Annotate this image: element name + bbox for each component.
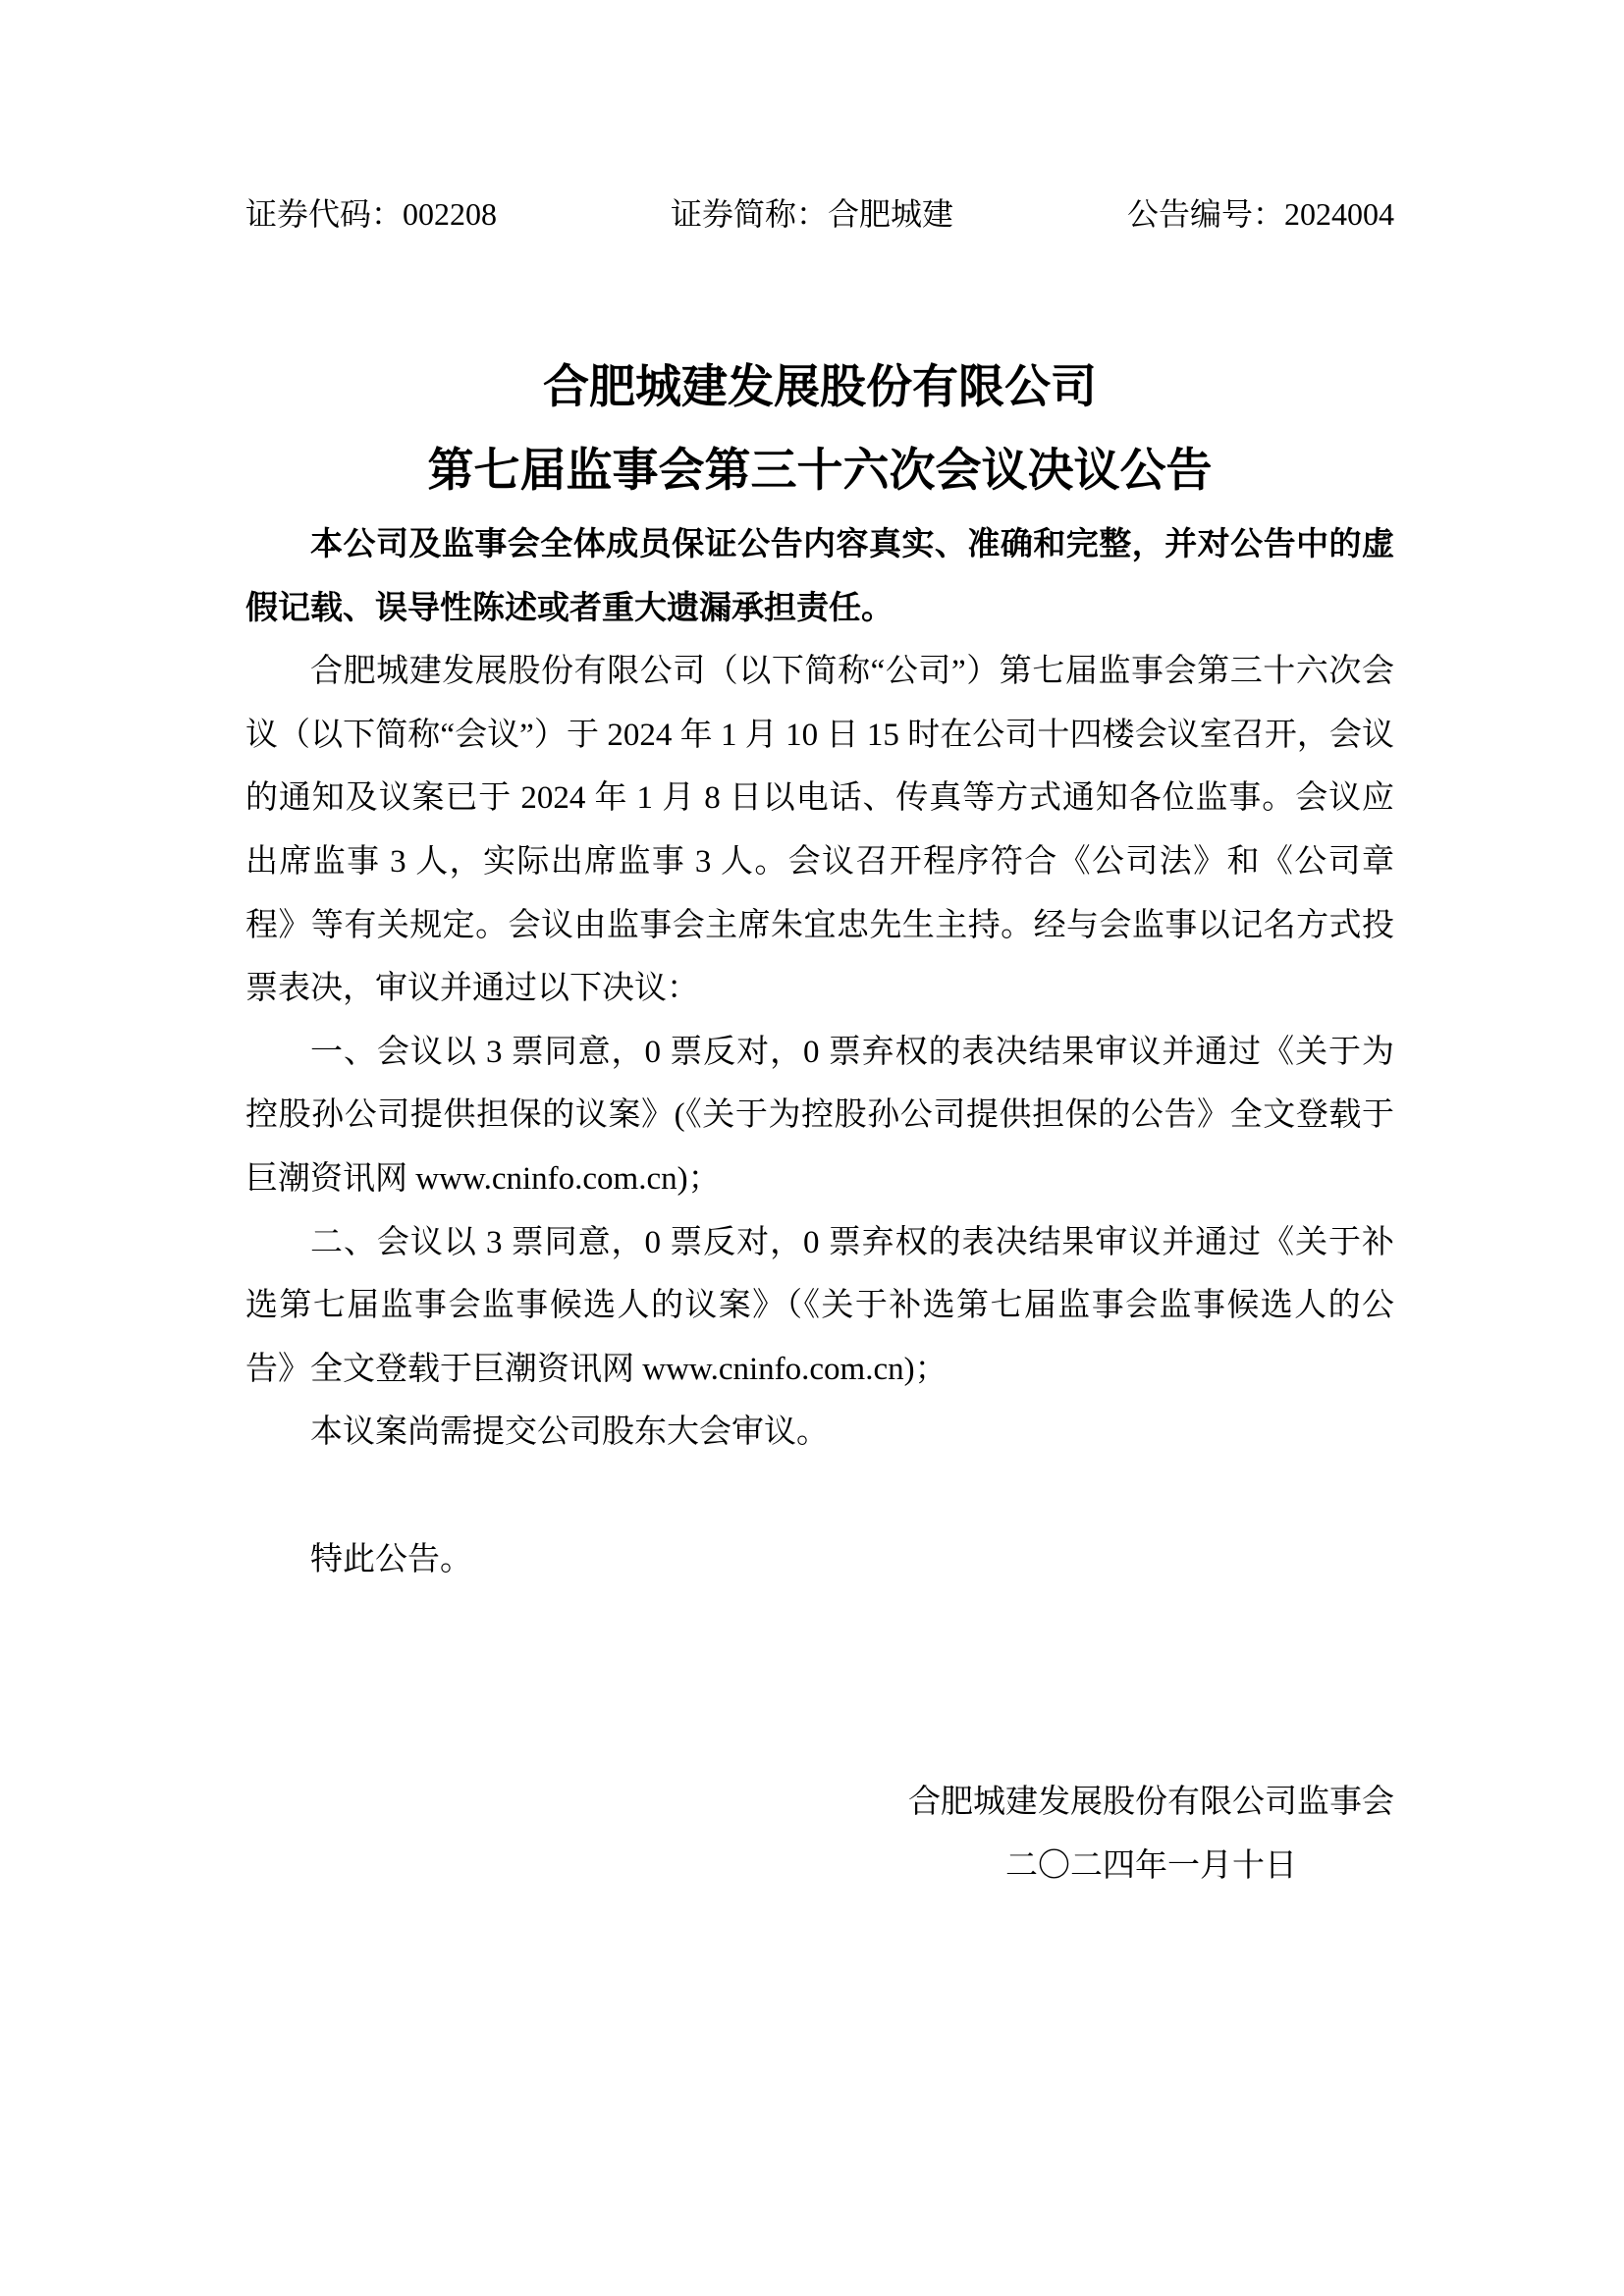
closing-statement: 特此公告。 — [310, 1541, 472, 1577]
document-title — [245, 347, 1394, 513]
meeting-resolution-title: 第七届监事会第三十六次会议决议公告 — [427, 446, 1213, 497]
document-header — [245, 191, 1394, 237]
meeting-overview-paragraph: 合肥城建发展股份有限公司（以下简称“公司”）第七届监事会第三十六次会议（以下简称“会议”）于 2024 年 1 月 10 日 15 时在公司十四楼会议室召开，会议的通知及议案已于 2024 年 1 月 8 日以电话、传真等方式通知各位监事。会议应出席监事 3 人，实际出席监事 3 人。会议召开程序符合《公司法》和《公司章程》等有关规定。会议由监事会主席朱宜忠先生主持。经与会监事以记名方式投票表决，审议并通过以下决议： — [245, 654, 1394, 1007]
shareholder-meeting-note: 本议案尚需提交公司股东大会审议。 — [310, 1415, 829, 1451]
stock-abbr: 证券简称：合肥城建 — [670, 196, 953, 232]
stock-code: 证券代码：002208 — [245, 196, 498, 232]
company-name-title: 合肥城建发展股份有限公司 — [543, 362, 1097, 413]
resolution-2-paragraph: 二、会议以 3 票同意，0 票反对，0 票弃权的表决结果审议并通过《关于补选第七届监事会监事候选人的议案》（《关于补选第七届监事会监事候选人的公告》全文登载于巨潮资讯网 www.cninfo.com.cn)； — [245, 1224, 1394, 1387]
announcement-number: 公告编号：2024004 — [1126, 196, 1394, 232]
integrity-declaration: 本公司及监事会全体成员保证公告内容真实、准确和完整，并对公告中的虚假记载、误导性陈述或者重大遗漏承担责任。 — [245, 527, 1394, 626]
resolution-1-paragraph: 一、会议以 3 票同意，0 票反对，0 票弃权的表决结果审议并通过《关于为控股孙公司提供担保的议案》(《关于为控股孙公司提供担保的公告》全文登载于巨潮资讯网 www.cninfo.com.cn)； — [245, 1034, 1394, 1197]
signature-date: 二〇二四年一月十日 — [1005, 1847, 1297, 1884]
signature-company: 合肥城建发展股份有限公司监事会 — [908, 1785, 1394, 1821]
signature-area — [245, 1771, 1394, 1897]
signature-block — [908, 1771, 1394, 1897]
